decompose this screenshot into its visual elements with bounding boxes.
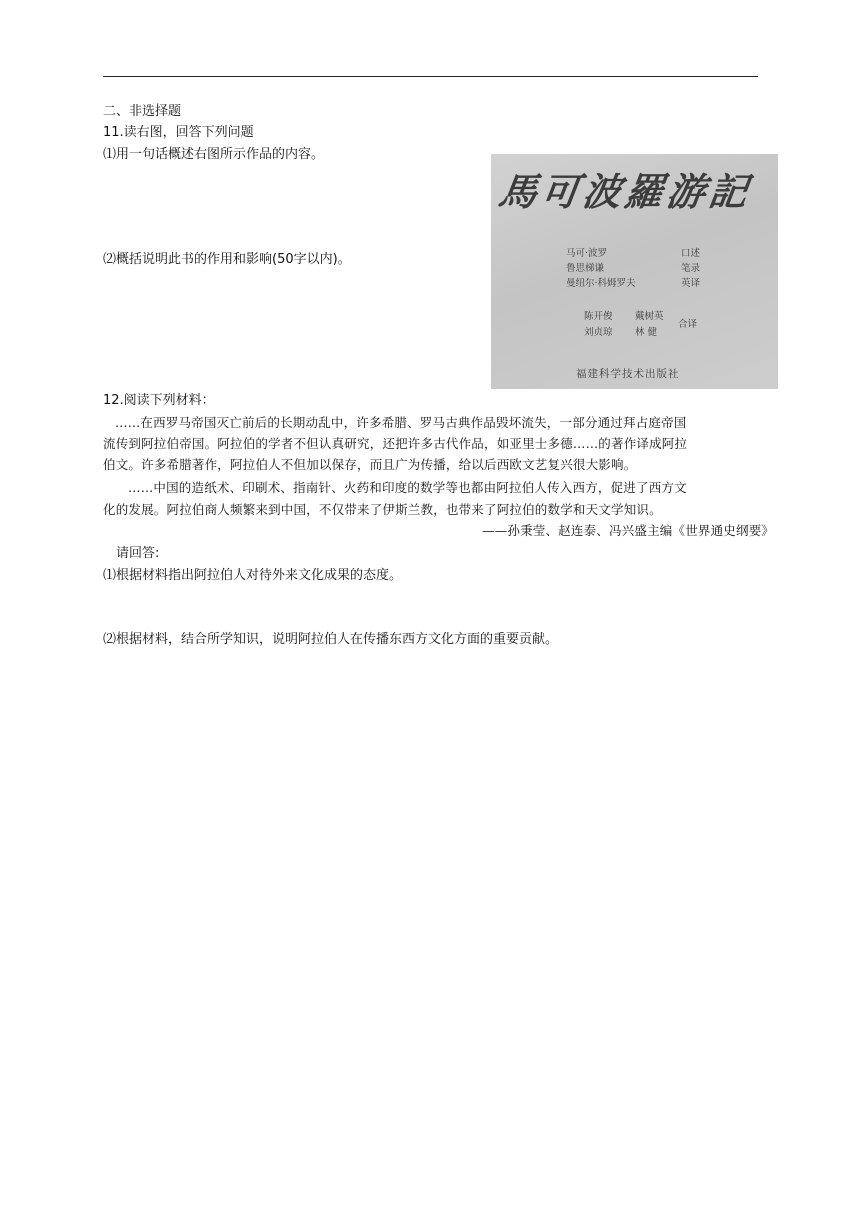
cover-translator-3: 刘贞琼 <box>584 327 613 338</box>
book-cover-title: 馬可波羅游記 <box>495 169 755 214</box>
material-line-5: 化的发展。阿拉伯商人频繁来到中国，不仅带来了伊斯兰教，也带来了阿拉伯的数学和天文学知识。 <box>103 502 662 517</box>
material-source: ——孙秉莹、赵连泰、冯兴盛主编《世界通史纲要》 <box>482 523 775 538</box>
material-line-4: ……中国的造纸术、印刷术、指南针、火药和印度的数学等也都由阿拉伯人传入西方，促进了西方文 <box>128 480 687 495</box>
cover-translators-role: 合译 <box>678 319 698 330</box>
cover-author-role: 口述 <box>681 248 701 259</box>
header-rule <box>103 76 758 77</box>
question-12-prompt: 请回答: <box>116 546 160 561</box>
question-12-stem: 12.阅读下列材料： <box>103 393 215 408</box>
question-12-part-1: ⑴根据材料指出阿拉伯人对待外来文化成果的态度。 <box>103 568 403 583</box>
cover-en-translator-role: 英译 <box>681 278 701 289</box>
question-12-part-2: ⑵根据材料，结合所学知识，说明阿拉伯人在传播东西方文化方面的重要贡献。 <box>103 632 559 647</box>
cover-en-translator-name: 曼纽尔·科姆罗夫 <box>566 278 636 289</box>
cover-recorder-role: 笔录 <box>681 263 701 274</box>
material-line-2: 流传到阿拉伯帝国。阿拉伯的学者不但认真研究，还把许多古代作品，如亚里士多德……的著作译成阿拉 <box>103 436 688 451</box>
cover-publisher: 福建科学技术出版社 <box>576 368 680 380</box>
book-cover-image <box>491 154 778 389</box>
cover-author-name: 马可·波罗 <box>566 248 608 259</box>
material-line-3: 伯文。许多希腊著作，阿拉伯人不但加以保存，而且广为传播，给以后西欧文艺复兴很大影响。 <box>103 457 637 472</box>
cover-translator-4: 林 健 <box>635 327 658 338</box>
cover-recorder-name: 鲁思梯谦 <box>566 263 605 274</box>
material-line-1: ……在西罗马帝国灭亡前后的长期动乱中，许多希腊、罗马古典作品毁坏流失，一部分通过拜占庭帝国 <box>115 415 687 430</box>
section-heading: 二、非选择题 <box>103 104 182 119</box>
cover-translator-2: 戴树英 <box>635 311 664 322</box>
question-11-part-1: ⑴用一句话概述右图所示作品的内容。 <box>103 147 325 162</box>
cover-translator-1: 陈开俊 <box>584 311 613 322</box>
question-11-part-2: ⑵概括说明此书的作用和影响(50字以内)。 <box>103 252 351 267</box>
question-11-stem: 11.读右图，回答下列问题 <box>103 125 254 140</box>
